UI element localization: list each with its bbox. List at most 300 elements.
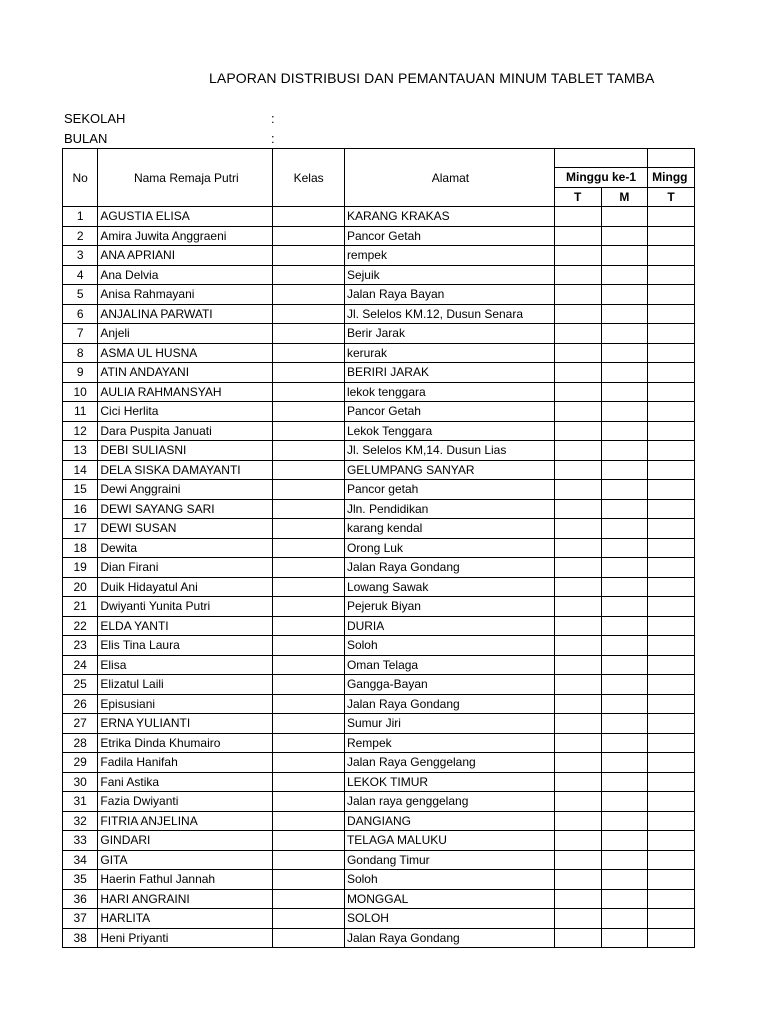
row-number: 26 xyxy=(63,694,98,714)
header-week-spacer-1 xyxy=(554,149,647,168)
row-number: 24 xyxy=(63,655,98,675)
table-row xyxy=(63,207,695,227)
row-week1-m xyxy=(601,382,648,402)
row-kelas xyxy=(273,714,345,734)
row-week1-t xyxy=(554,831,601,851)
row-week2-t xyxy=(648,772,695,792)
row-kelas xyxy=(273,889,345,909)
row-alamat: KARANG KRAKAS xyxy=(344,207,554,227)
header-week-spacer-2 xyxy=(648,149,695,168)
table-row xyxy=(63,655,695,675)
row-number: 25 xyxy=(63,675,98,695)
row-week1-m xyxy=(601,577,648,597)
table-row xyxy=(63,382,695,402)
row-alamat: Pancor Getah xyxy=(344,402,554,422)
row-number: 29 xyxy=(63,753,98,773)
row-number: 31 xyxy=(63,792,98,812)
row-week2-t xyxy=(648,792,695,812)
row-name: Episusiani xyxy=(98,694,273,714)
row-number: 19 xyxy=(63,558,98,578)
row-week1-m xyxy=(601,538,648,558)
row-alamat: MONGGAL xyxy=(344,889,554,909)
table-row xyxy=(63,753,695,773)
row-kelas xyxy=(273,207,345,227)
row-week1-t xyxy=(554,675,601,695)
row-week1-t xyxy=(554,733,601,753)
row-kelas xyxy=(273,616,345,636)
row-name: HARLITA xyxy=(98,909,273,929)
row-name: AULIA RAHMANSYAH xyxy=(98,382,273,402)
row-alamat: DURIA xyxy=(344,616,554,636)
table-row xyxy=(63,928,695,948)
row-alamat: Sumur Jiri xyxy=(344,714,554,734)
row-name: Etrika Dinda Khumairo xyxy=(98,733,273,753)
row-name: ERNA YULIANTI xyxy=(98,714,273,734)
row-alamat: Gondang Timur xyxy=(344,850,554,870)
table-row xyxy=(63,870,695,890)
row-number: 32 xyxy=(63,811,98,831)
row-kelas xyxy=(273,597,345,617)
header-kelas: Kelas xyxy=(273,149,345,207)
header-alamat: Alamat xyxy=(344,149,554,207)
row-week1-t xyxy=(554,655,601,675)
table-row xyxy=(63,246,695,266)
row-week1-t xyxy=(554,519,601,539)
row-kelas xyxy=(273,441,345,461)
table-row xyxy=(63,636,695,656)
row-name: Elizatul Laili xyxy=(98,675,273,695)
row-week1-m xyxy=(601,889,648,909)
row-kelas xyxy=(273,577,345,597)
row-week1-m xyxy=(601,792,648,812)
row-week2-t xyxy=(648,343,695,363)
row-week1-m xyxy=(601,675,648,695)
row-week1-m xyxy=(601,441,648,461)
row-number: 1 xyxy=(63,207,98,227)
row-number: 20 xyxy=(63,577,98,597)
row-name: Anjeli xyxy=(98,324,273,344)
row-alamat: Jalan Raya Gondang xyxy=(344,928,554,948)
table-row xyxy=(63,324,695,344)
row-week2-t xyxy=(648,577,695,597)
row-name: Dwiyanti Yunita Putri xyxy=(98,597,273,617)
row-number: 27 xyxy=(63,714,98,734)
row-week2-t xyxy=(648,694,695,714)
row-kelas xyxy=(273,850,345,870)
table-row xyxy=(63,694,695,714)
table-row xyxy=(63,616,695,636)
table-row xyxy=(63,480,695,500)
row-name: DEBI SULIASNI xyxy=(98,441,273,461)
table-row xyxy=(63,558,695,578)
row-kelas xyxy=(273,265,345,285)
row-week1-t xyxy=(554,538,601,558)
row-kelas xyxy=(273,655,345,675)
row-alamat: Soloh xyxy=(344,636,554,656)
row-week1-m xyxy=(601,480,648,500)
row-week1-m xyxy=(601,616,648,636)
row-name: Amira Juwita Anggraeni xyxy=(98,226,273,246)
row-week2-t xyxy=(648,558,695,578)
header-name: Nama Remaja Putri xyxy=(98,149,273,207)
row-number: 14 xyxy=(63,460,98,480)
row-kelas xyxy=(273,538,345,558)
row-kelas xyxy=(273,636,345,656)
row-week1-m xyxy=(601,909,648,929)
row-week1-m xyxy=(601,811,648,831)
table-row xyxy=(63,421,695,441)
row-week2-t xyxy=(648,265,695,285)
table-row xyxy=(63,402,695,422)
row-week1-t xyxy=(554,870,601,890)
row-alamat: Gangga-Bayan xyxy=(344,675,554,695)
row-kelas xyxy=(273,831,345,851)
row-week2-t xyxy=(648,831,695,851)
row-week1-t xyxy=(554,441,601,461)
row-name: ANJALINA PARWATI xyxy=(98,304,273,324)
row-kelas xyxy=(273,499,345,519)
row-alamat: GELUMPANG SANYAR xyxy=(344,460,554,480)
row-week1-m xyxy=(601,324,648,344)
row-number: 8 xyxy=(63,343,98,363)
row-name: HARI ANGRAINI xyxy=(98,889,273,909)
row-week1-t xyxy=(554,714,601,734)
row-name: Dian Firani xyxy=(98,558,273,578)
row-number: 35 xyxy=(63,870,98,890)
row-week1-t xyxy=(554,577,601,597)
row-alamat: Oman Telaga xyxy=(344,655,554,675)
row-alamat: Pancor getah xyxy=(344,480,554,500)
row-name: GINDARI xyxy=(98,831,273,851)
row-kelas xyxy=(273,421,345,441)
row-number: 3 xyxy=(63,246,98,266)
row-week1-t xyxy=(554,753,601,773)
row-alamat: Jalan Raya Genggelang xyxy=(344,753,554,773)
table-row xyxy=(63,909,695,929)
row-week1-m xyxy=(601,636,648,656)
table-row xyxy=(63,889,695,909)
row-alamat: TELAGA MALUKU xyxy=(344,831,554,851)
row-name: ANA APRIANI xyxy=(98,246,273,266)
row-week2-t xyxy=(648,733,695,753)
row-week1-t xyxy=(554,304,601,324)
row-alamat: lekok tenggara xyxy=(344,382,554,402)
row-alamat: Sejuik xyxy=(344,265,554,285)
row-name: Dewi Anggraini xyxy=(98,480,273,500)
row-alamat: LEKOK TIMUR xyxy=(344,772,554,792)
table-row xyxy=(63,265,695,285)
row-kelas xyxy=(273,304,345,324)
row-kelas xyxy=(273,811,345,831)
row-number: 12 xyxy=(63,421,98,441)
row-kelas xyxy=(273,675,345,695)
row-kelas xyxy=(273,519,345,539)
row-week1-m xyxy=(601,753,648,773)
row-week1-m xyxy=(601,421,648,441)
row-kelas xyxy=(273,343,345,363)
row-alamat: BERIRI JARAK xyxy=(344,363,554,383)
row-name: Fadila Hanifah xyxy=(98,753,273,773)
row-week2-t xyxy=(648,304,695,324)
row-kelas xyxy=(273,402,345,422)
row-name: FITRIA ANJELINA xyxy=(98,811,273,831)
table-row xyxy=(63,441,695,461)
header-week-2: Mingg xyxy=(648,168,695,188)
row-week2-t xyxy=(648,460,695,480)
row-alamat: DANGIANG xyxy=(344,811,554,831)
table-row xyxy=(63,831,695,851)
table-row xyxy=(63,792,695,812)
header-row xyxy=(63,149,695,168)
row-week2-t xyxy=(648,441,695,461)
row-name: ELDA YANTI xyxy=(98,616,273,636)
table-row xyxy=(63,577,695,597)
row-week1-m xyxy=(601,265,648,285)
table-row xyxy=(63,519,695,539)
row-week2-t xyxy=(648,324,695,344)
row-week1-m xyxy=(601,850,648,870)
row-number: 33 xyxy=(63,831,98,851)
row-kelas xyxy=(273,460,345,480)
row-number: 23 xyxy=(63,636,98,656)
report-title: LAPORAN DISTRIBUSI DAN PEMANTAUAN MINUM TABLET TAMBA xyxy=(209,70,655,86)
row-week1-t xyxy=(554,558,601,578)
row-week2-t xyxy=(648,811,695,831)
row-alamat: Jln. Pendidikan xyxy=(344,499,554,519)
row-number: 4 xyxy=(63,265,98,285)
row-alamat: Jalan raya genggelang xyxy=(344,792,554,812)
table-row xyxy=(63,538,695,558)
table-row xyxy=(63,499,695,519)
month-colon: : xyxy=(271,131,275,146)
row-name: Haerin Fathul Jannah xyxy=(98,870,273,890)
row-alamat: Lowang Sawak xyxy=(344,577,554,597)
row-kelas xyxy=(273,870,345,890)
row-week2-t xyxy=(648,402,695,422)
row-week1-t xyxy=(554,226,601,246)
row-week1-t xyxy=(554,246,601,266)
row-week2-t xyxy=(648,207,695,227)
row-week2-t xyxy=(648,636,695,656)
row-number: 17 xyxy=(63,519,98,539)
row-week2-t xyxy=(648,421,695,441)
row-week1-m xyxy=(601,499,648,519)
row-alamat: Jl. Selelos KM.12, Dusun Senara xyxy=(344,304,554,324)
table-row xyxy=(63,285,695,305)
row-name: DEWI SAYANG SARI xyxy=(98,499,273,519)
row-name: Fani Astika xyxy=(98,772,273,792)
row-alamat: Orong Luk xyxy=(344,538,554,558)
row-week1-m xyxy=(601,597,648,617)
row-name: ATIN ANDAYANI xyxy=(98,363,273,383)
row-week1-t xyxy=(554,694,601,714)
row-week1-m xyxy=(601,460,648,480)
row-alamat: Lekok Tenggara xyxy=(344,421,554,441)
row-alamat: kerurak xyxy=(344,343,554,363)
row-week1-m xyxy=(601,772,648,792)
table-row xyxy=(63,733,695,753)
table-row xyxy=(63,811,695,831)
row-alamat: Pejeruk Biyan xyxy=(344,597,554,617)
row-kelas xyxy=(273,753,345,773)
row-number: 16 xyxy=(63,499,98,519)
row-kelas xyxy=(273,909,345,929)
row-number: 18 xyxy=(63,538,98,558)
row-kelas xyxy=(273,480,345,500)
row-kelas xyxy=(273,928,345,948)
row-number: 5 xyxy=(63,285,98,305)
row-kelas xyxy=(273,246,345,266)
row-week1-m xyxy=(601,655,648,675)
row-week1-m xyxy=(601,304,648,324)
row-number: 11 xyxy=(63,402,98,422)
row-name: AGUSTIA ELISA xyxy=(98,207,273,227)
row-number: 37 xyxy=(63,909,98,929)
row-kelas xyxy=(273,363,345,383)
row-week1-m xyxy=(601,694,648,714)
row-name: Dewita xyxy=(98,538,273,558)
row-week1-t xyxy=(554,421,601,441)
row-number: 13 xyxy=(63,441,98,461)
row-week1-t xyxy=(554,597,601,617)
row-week2-t xyxy=(648,850,695,870)
row-alamat: Soloh xyxy=(344,870,554,890)
table-row xyxy=(63,675,695,695)
row-week2-t xyxy=(648,655,695,675)
student-table xyxy=(62,148,695,948)
table-row xyxy=(63,460,695,480)
row-week1-m xyxy=(601,246,648,266)
row-week2-t xyxy=(648,753,695,773)
row-week1-t xyxy=(554,909,601,929)
row-week2-t xyxy=(648,675,695,695)
row-alamat: rempek xyxy=(344,246,554,266)
row-alamat: Berir Jarak xyxy=(344,324,554,344)
row-week2-t xyxy=(648,597,695,617)
row-name: DEWI SUSAN xyxy=(98,519,273,539)
row-week1-t xyxy=(554,850,601,870)
row-week1-t xyxy=(554,499,601,519)
table-row xyxy=(63,343,695,363)
table-row xyxy=(63,850,695,870)
row-alamat: Pancor Getah xyxy=(344,226,554,246)
row-kelas xyxy=(273,772,345,792)
row-alamat: Jalan Raya Bayan xyxy=(344,285,554,305)
row-name: Ana Delvia xyxy=(98,265,273,285)
row-week2-t xyxy=(648,480,695,500)
row-number: 22 xyxy=(63,616,98,636)
row-number: 30 xyxy=(63,772,98,792)
row-week1-m xyxy=(601,285,648,305)
row-week1-t xyxy=(554,382,601,402)
row-week1-m xyxy=(601,519,648,539)
row-kelas xyxy=(273,285,345,305)
row-name: Dara Puspita Januati xyxy=(98,421,273,441)
row-number: 9 xyxy=(63,363,98,383)
row-week1-t xyxy=(554,792,601,812)
row-kelas xyxy=(273,382,345,402)
row-name: DELA SISKA DAMAYANTI xyxy=(98,460,273,480)
row-week2-t xyxy=(648,909,695,929)
row-week1-t xyxy=(554,889,601,909)
row-week1-t xyxy=(554,402,601,422)
row-number: 10 xyxy=(63,382,98,402)
row-number: 38 xyxy=(63,928,98,948)
header-week1-t: T xyxy=(554,187,601,207)
row-name: Heni Priyanti xyxy=(98,928,273,948)
row-week1-t xyxy=(554,480,601,500)
row-kelas xyxy=(273,226,345,246)
row-week2-t xyxy=(648,889,695,909)
row-week1-m xyxy=(601,928,648,948)
row-alamat: Jalan Raya Gondang xyxy=(344,558,554,578)
row-number: 7 xyxy=(63,324,98,344)
school-colon: : xyxy=(271,111,275,126)
row-week1-m xyxy=(601,714,648,734)
row-name: Cici Herlita xyxy=(98,402,273,422)
row-week1-t xyxy=(554,636,601,656)
row-name: GITA xyxy=(98,850,273,870)
header-no: No xyxy=(63,149,98,207)
row-week1-t xyxy=(554,616,601,636)
row-name: Anisa Rahmayani xyxy=(98,285,273,305)
row-name: ASMA UL HUSNA xyxy=(98,343,273,363)
table-row xyxy=(63,714,695,734)
row-alamat: Jalan Raya Gondang xyxy=(344,694,554,714)
table-row xyxy=(63,304,695,324)
row-week1-t xyxy=(554,285,601,305)
header-week-1: Minggu ke-1 xyxy=(554,168,647,188)
row-week2-t xyxy=(648,519,695,539)
row-name: Duik Hidayatul Ani xyxy=(98,577,273,597)
row-week2-t xyxy=(648,382,695,402)
row-kelas xyxy=(273,733,345,753)
row-number: 21 xyxy=(63,597,98,617)
row-week2-t xyxy=(648,870,695,890)
row-week2-t xyxy=(648,714,695,734)
row-week1-m xyxy=(601,226,648,246)
table-row xyxy=(63,226,695,246)
row-week1-m xyxy=(601,870,648,890)
row-alamat: SOLOH xyxy=(344,909,554,929)
row-kelas xyxy=(273,558,345,578)
row-week2-t xyxy=(648,246,695,266)
row-week1-t xyxy=(554,772,601,792)
row-alamat: Jl. Selelos KM,14. Dusun Lias xyxy=(344,441,554,461)
row-number: 34 xyxy=(63,850,98,870)
table-row xyxy=(63,772,695,792)
row-name: Elis Tina Laura xyxy=(98,636,273,656)
row-week2-t xyxy=(648,538,695,558)
table-body xyxy=(63,207,695,948)
row-week1-t xyxy=(554,460,601,480)
row-week1-m xyxy=(601,207,648,227)
row-alamat: karang kendal xyxy=(344,519,554,539)
row-week1-t xyxy=(554,207,601,227)
header-week1-m: M xyxy=(601,187,648,207)
table-row xyxy=(63,363,695,383)
row-week1-t xyxy=(554,928,601,948)
row-name: Fazia Dwiyanti xyxy=(98,792,273,812)
row-week1-t xyxy=(554,811,601,831)
row-number: 36 xyxy=(63,889,98,909)
row-kelas xyxy=(273,694,345,714)
row-number: 2 xyxy=(63,226,98,246)
row-alamat: Rempek xyxy=(344,733,554,753)
row-week2-t xyxy=(648,363,695,383)
row-week2-t xyxy=(648,499,695,519)
row-week1-m xyxy=(601,343,648,363)
